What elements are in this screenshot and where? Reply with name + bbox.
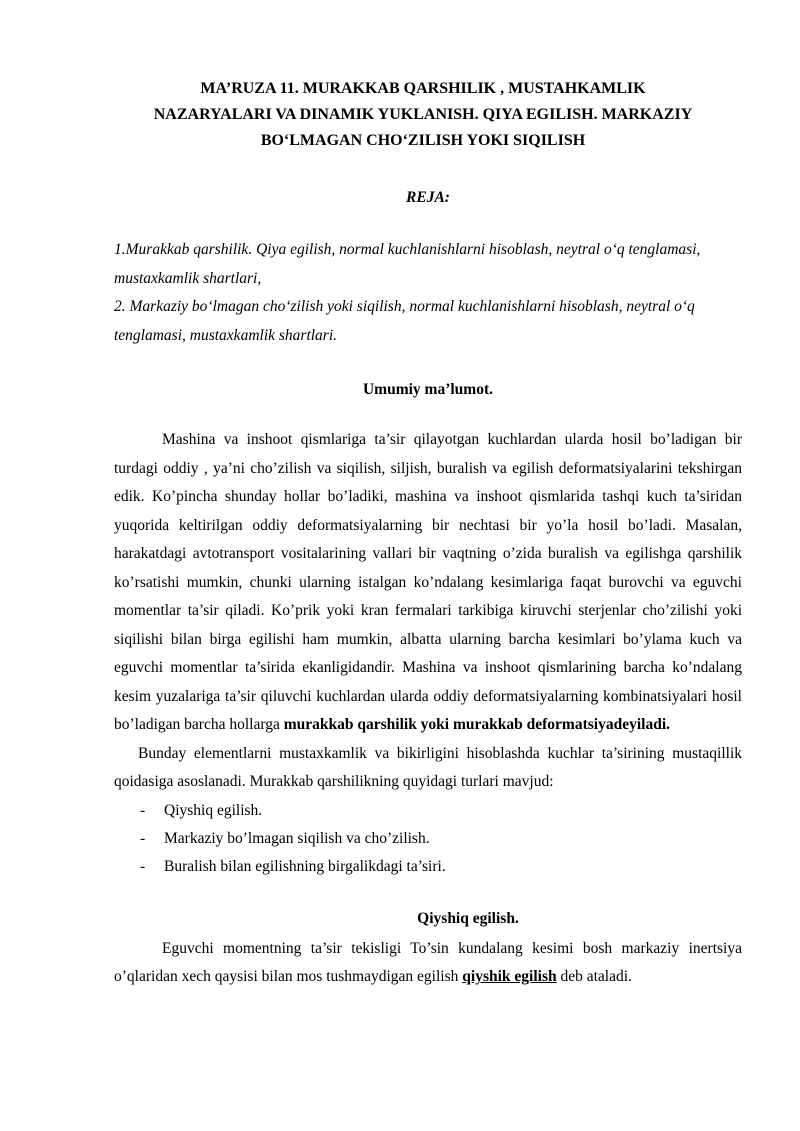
title-line-3: BO‘LMAGAN CHO‘ZILISH YOKI SIQILISH [260, 132, 586, 149]
paragraph-intro [114, 426, 742, 740]
list-item [114, 797, 742, 825]
section-heading: Umumiy ma’lumot. [362, 381, 494, 398]
list-dash: - [140, 801, 146, 819]
list-item-text: Buralish bilan egilishning birgalikdagi ta’siri. [164, 857, 446, 875]
list-item [114, 825, 742, 853]
paragraph-intro-text: Mashina va inshoot qismlariga ta’sir qilayotgan kuchlardan ularda hosil bo’ladigan bir turdagi oddiy , ya’ni cho’zilish va siqilish, siljish, buralish va egilish deformatsiyalarini tekshirgan edik. Ko’pincha shunday hollar bo’ladiki, mashina va inshoot qismlarida tashqi kuch ta’siridan yuqorida keltirilgan oddiy deformatsiyalarning bir nechtasi bir yo’la hosil bo’ladi. Masalan, harakatdagi avtotransport vositalarining vallari bir vaqtning o’zida buralish va egilishga qarshilik ko’rsatishi mumkin, chunki ularning istalgan ko’ndalang kesimlariga faqat burovchi va eguvchi momentlar ta’sir qiladi. Ko’prik yoki kran fermalari tarkibiga kiruvchi sterjenlar cho’zilishi yoki siqilishi bilan birga egilishi ham mumkin, albatta ularning barcha kesimlari bo’ylama kuch va eguvchi momentlar ta’sirida ekanligidandir. Mashina va inshoot qismlarining barcha ko’ndalang kesim yuzalariga ta’sir qiluvchi kuchlardan ularda oddiy deformatsiyalarning kombinatsiyalari hosil bo’ladigan barcha hollarga [114, 431, 742, 733]
list-item-text: Markaziy bo’lmagan siqilish va cho’zilish. [164, 829, 430, 847]
plan-heading: REJA: [406, 189, 450, 206]
subsection-heading: Qiyshiq egilish. [417, 909, 519, 927]
oblique-bending-term: qiyshik egilish [462, 968, 557, 985]
paragraph-oblique-tail: deb ataladi. [556, 968, 632, 985]
plan-item-1: 1.Murakkab qarshilik. Qiya egilish, normal kuchlanishlarni hisoblash, neytral o‘q tenglamasi, mustaxkamlik shartlari, [114, 241, 701, 287]
paragraph-calculation: Bunday elementlarni mustaxkamlik va bikirligini hisoblashda kuchlar ta’sirining mustaqillik qoidasiga asoslanadi. Murakkab qarshilikning quyidagi turlari mavjud: [114, 744, 742, 790]
plan-item-2: 2. Markaziy bo‘lmagan cho‘zilish yoki siqilish, normal kuchlanishlarni hisoblash, neytral o‘q tenglamasi, mustaxkamlik shartlari. [114, 298, 695, 344]
resistance-types-list [114, 797, 742, 881]
plan-list [114, 236, 742, 350]
title-line-1: MA’RUZA 11. MURAKKAB QARSHILIK , MUSTAHKAMLIK [200, 80, 646, 97]
paragraph-oblique-bending [114, 935, 742, 992]
list-dash: - [140, 857, 146, 875]
list-item [114, 853, 742, 881]
list-item-text: Qiyshiq egilish. [164, 801, 263, 819]
title-line-2: NAZARYALARI VA DINAMIK YUKLANISH. QIYA EGILISH. MARKAZIY [153, 106, 693, 123]
lecture-title [104, 72, 742, 154]
list-dash: - [140, 829, 146, 847]
paragraph-oblique-text: Eguvchi momentning ta’sir tekisligi To’sin kundalang kesimi bosh markaziy inertsiya o’qlaridan xech qaysisi bilan mos tushmaydigan egilish [114, 939, 742, 985]
paragraph-intro-bold-term: murakkab qarshilik yoki murakkab deformatsiyadeyiladi. [283, 716, 671, 733]
